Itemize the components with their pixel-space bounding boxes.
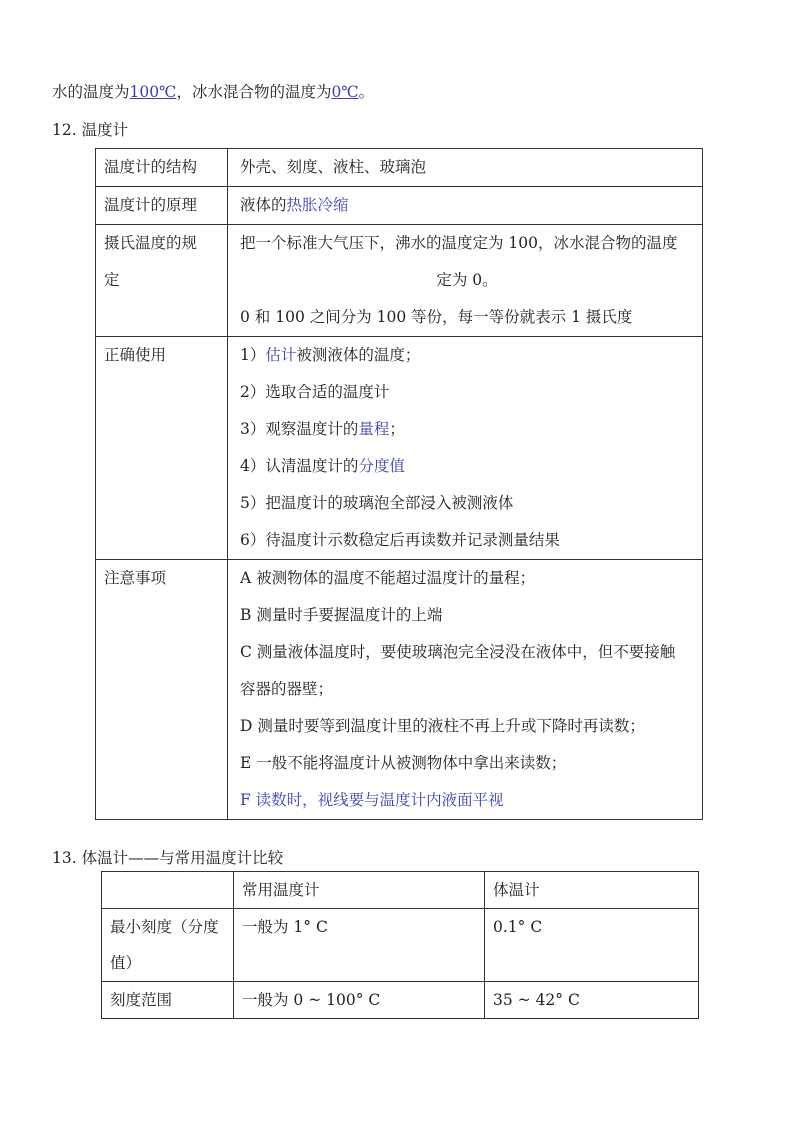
thermometer-table — [95, 148, 703, 820]
note-b: B 测量时手要握温度计的上端 — [240, 606, 443, 624]
section-12-heading: 12. 温度计 — [52, 121, 129, 139]
header-cell-empty — [102, 872, 234, 909]
usage-step-4-highlight: 分度值 — [358, 457, 405, 475]
intro-text-2: ，冰水混合物的温度为 — [176, 83, 332, 101]
usage-step-3-prefix: 3）观察温度计的 — [240, 420, 359, 438]
usage-step-4 — [240, 448, 694, 485]
usage-step-1-suffix: 被测液体的温度； — [296, 346, 421, 364]
usage-step-3 — [240, 411, 694, 448]
note-c-line2: 容器的器壁； — [240, 680, 334, 698]
min-scale-label-line1: 最小刻度（分度 — [110, 918, 219, 936]
structure-value: 外壳、刻度、液柱、玻璃泡 — [228, 149, 703, 187]
note-e: E 一般不能将温度计从被测物体中拿出来读数； — [240, 754, 567, 772]
usage-step-4-prefix: 4）认清温度计的 — [240, 457, 359, 475]
intro-text-1: 水的温度为 — [52, 83, 130, 101]
range-clinical: 35 ~ 42° C — [485, 982, 699, 1019]
notes-key: 注意事项 — [96, 560, 228, 820]
table-row — [96, 149, 703, 187]
table-row — [102, 909, 699, 982]
celsius-line1: 把一个标准大气压下，沸水的温度定为 100，冰水混合物的温度 — [240, 234, 678, 252]
usage-step-6: 6）待温度计示数稳定后再读数并记录测量结果 — [240, 531, 560, 549]
clinical-thermometer-table — [101, 871, 699, 1019]
usage-key: 正确使用 — [96, 337, 228, 560]
range-common: 一般为 0 ~ 100° C — [234, 982, 485, 1019]
header-cell-clinical: 体温计 — [485, 872, 699, 909]
principle-value — [228, 187, 703, 225]
principle-highlight: 热胀冷缩 — [286, 196, 349, 214]
principle-prefix: 液体的 — [240, 196, 287, 214]
structure-key: 温度计的结构 — [96, 149, 228, 187]
section-13-heading: 13. 体温计——与常用温度计比较 — [52, 849, 284, 867]
notes-value — [228, 560, 703, 820]
celsius-key-line1: 摄氏温度的规 — [104, 234, 198, 252]
min-scale-label — [102, 909, 234, 982]
range-label: 刻度范围 — [102, 982, 234, 1019]
min-scale-common: 一般为 1° C — [234, 909, 485, 982]
freezing-point-value: 0℃ — [331, 83, 359, 101]
min-scale-clinical: 0.1° C — [485, 909, 699, 982]
celsius-line2: 定为 0。 — [436, 271, 498, 289]
note-a: A 被测物体的温度不能超过温度计的量程； — [240, 569, 536, 587]
table-row — [96, 560, 703, 820]
usage-step-2: 2）选取合适的温度计 — [240, 383, 390, 401]
boiling-point-value: 100℃ — [129, 83, 177, 101]
table-row — [96, 337, 703, 560]
usage-step-5: 5）把温度计的玻璃泡全部浸入被测液体 — [240, 494, 514, 512]
celsius-key-line2: 定 — [104, 271, 120, 289]
intro-text-3: 。 — [358, 83, 375, 101]
table-row — [102, 982, 699, 1019]
principle-key: 温度计的原理 — [96, 187, 228, 225]
table-row — [96, 187, 703, 225]
note-c-line1: C 测量液体温度时，要使玻璃泡完全浸没在液体中，但不要接触 — [240, 643, 676, 661]
usage-step-3-highlight: 量程 — [358, 420, 390, 438]
usage-step-1-highlight: 估计 — [265, 346, 297, 364]
usage-value — [228, 337, 703, 560]
header-cell-common: 常用温度计 — [234, 872, 485, 909]
min-scale-label-line2: 值） — [110, 954, 142, 972]
celsius-line3: 0 和 100 之间分为 100 等份，每一等份就表示 1 摄氏度 — [240, 308, 633, 326]
note-f: F 读数时，视线要与温度计内液面平视 — [240, 791, 504, 809]
celsius-value — [228, 225, 703, 337]
note-d: D 测量时要等到温度计里的液柱不再上升或下降时再读数； — [240, 717, 645, 735]
celsius-key — [96, 225, 228, 337]
intro-line — [52, 80, 374, 104]
usage-step-1 — [240, 337, 694, 374]
table-header-row — [102, 872, 699, 909]
table-row — [96, 225, 703, 337]
usage-step-3-suffix: ； — [389, 420, 405, 438]
usage-step-1-prefix: 1） — [240, 346, 266, 364]
